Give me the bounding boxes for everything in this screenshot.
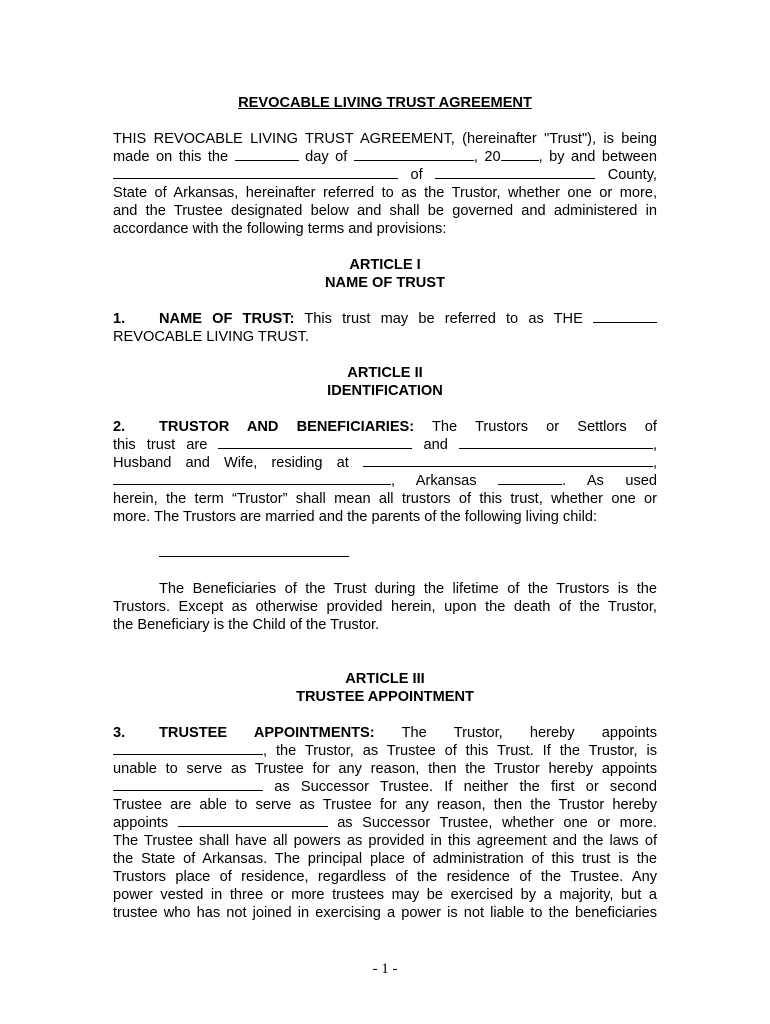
document-page [113, 94, 657, 922]
section-text: the State of Arkansas. The principal place of administration of this trust is the [113, 851, 657, 867]
intro-text: made on this the [113, 149, 229, 165]
section-number: 3. [113, 725, 126, 741]
section-label: NAME OF TRUST: [159, 311, 295, 327]
intro-text: day of [305, 149, 348, 165]
beneficiaries-paragraph [113, 580, 657, 634]
section-3 [113, 724, 657, 922]
intro-line: State of Arkansas, hereinafter referred to as the Trustor, whether one or more, [113, 185, 657, 201]
month-blank[interactable] [354, 148, 474, 161]
intro-line: accordance with the following terms and provisions: [113, 221, 447, 237]
zip-blank[interactable] [498, 472, 562, 485]
section-text: , [652, 437, 657, 453]
section-text: the Beneficiary is the Child of the Trustor. [113, 617, 380, 633]
trustee-blank[interactable] [113, 742, 263, 755]
section-2 [113, 418, 657, 634]
section-text: . As used [562, 473, 657, 489]
article-2-heading: ARTICLE II [347, 365, 423, 381]
successor-trustee-2-blank[interactable] [178, 814, 328, 827]
trustor-2-blank[interactable] [459, 436, 653, 449]
city-blank[interactable] [113, 472, 391, 485]
section-text: This trust may be referred to as THE [304, 311, 583, 327]
section-number: 2. [113, 419, 126, 435]
intro-paragraph [113, 130, 657, 238]
section-text: Trustors place of residence, regardless of the residence of the Trustee. Any [113, 869, 657, 885]
section-text: more. The Trustors are married and the parents of the following living child: [113, 509, 597, 525]
intro-line: THIS REVOCABLE LIVING TRUST AGREEMENT, (hereinafter "Trust"), is being [113, 131, 657, 147]
section-text: trustee who has not joined in exercising a power is not liable to the beneficiaries [113, 905, 657, 921]
address-blank[interactable] [363, 454, 653, 467]
section-text: The Trustee shall have all powers as provided in this agreement and the laws of [113, 833, 657, 849]
section-text: The Trustors or Settlors of [432, 419, 657, 435]
section-text: The Trustor, hereby appoints [401, 725, 657, 741]
section-text: , the Trustor, as Trustee of this Trust. If the Trustor, is [263, 743, 657, 759]
intro-line [113, 148, 657, 166]
article-1-subheading: NAME OF TRUST [325, 275, 445, 291]
intro-text: of [410, 167, 423, 183]
section-text: , Arkansas [391, 473, 477, 489]
document-title: REVOCABLE LIVING TRUST AGREEMENT [238, 95, 532, 111]
day-blank[interactable] [235, 148, 299, 161]
successor-trustee-1-blank[interactable] [113, 778, 263, 791]
section-text: Trustee are able to serve as Trustee for any reason, then the Trustor hereby [113, 797, 657, 813]
section-text: herein, the term “Trustor” shall mean all trustors of this trust, whether one or [113, 491, 657, 507]
intro-line [113, 166, 657, 184]
section-text: The Beneficiaries of the Trust during the lifetime of the Trustors is the [159, 581, 657, 597]
year-blank[interactable] [501, 148, 539, 161]
intro-text: County, [607, 167, 657, 183]
intro-line: and the Trustee designated below and shall be governed and administered in [113, 203, 657, 219]
article-3-subheading: TRUSTEE APPOINTMENT [296, 689, 474, 705]
section-text: REVOCABLE LIVING TRUST. [113, 329, 309, 345]
section-text: as Successor Trustee, whether one or more. [337, 815, 657, 831]
section-text: as Successor Trustee. If neither the first or second [274, 779, 657, 795]
page-number: - 1 - [372, 961, 398, 977]
article-1-heading: ARTICLE I [349, 257, 421, 273]
child-name-blank[interactable] [159, 544, 349, 557]
section-text: Husband and Wife, residing at [113, 455, 349, 471]
section-label: TRUSTEE APPOINTMENTS: [159, 725, 375, 741]
section-text: unable to serve as Trustee for any reason, then the Trustor hereby appoints [113, 761, 657, 777]
section-text: this trust are [113, 437, 208, 453]
section-text: , [652, 455, 657, 471]
county-blank[interactable] [435, 166, 595, 179]
section-text: Trustors. Except as otherwise provided herein, upon the death of the Trustor, [113, 599, 657, 615]
article-3-heading: ARTICLE III [345, 671, 425, 687]
trust-name-blank[interactable] [593, 310, 657, 323]
section-text: appoints [113, 815, 169, 831]
section-number: 1. [113, 311, 126, 327]
intro-text: , 20 [473, 149, 501, 165]
section-text: and [423, 437, 448, 453]
trustor-1-blank[interactable] [218, 436, 412, 449]
section-label: TRUSTOR AND BENEFICIARIES: [159, 419, 415, 435]
article-2-subheading: IDENTIFICATION [327, 383, 443, 399]
section-text: power vested in three or more trustees may be exercised by a majority, but a [113, 887, 657, 903]
intro-text: , by and between [538, 149, 657, 165]
trustor-name-blank[interactable] [113, 166, 398, 179]
section-1 [113, 310, 657, 346]
